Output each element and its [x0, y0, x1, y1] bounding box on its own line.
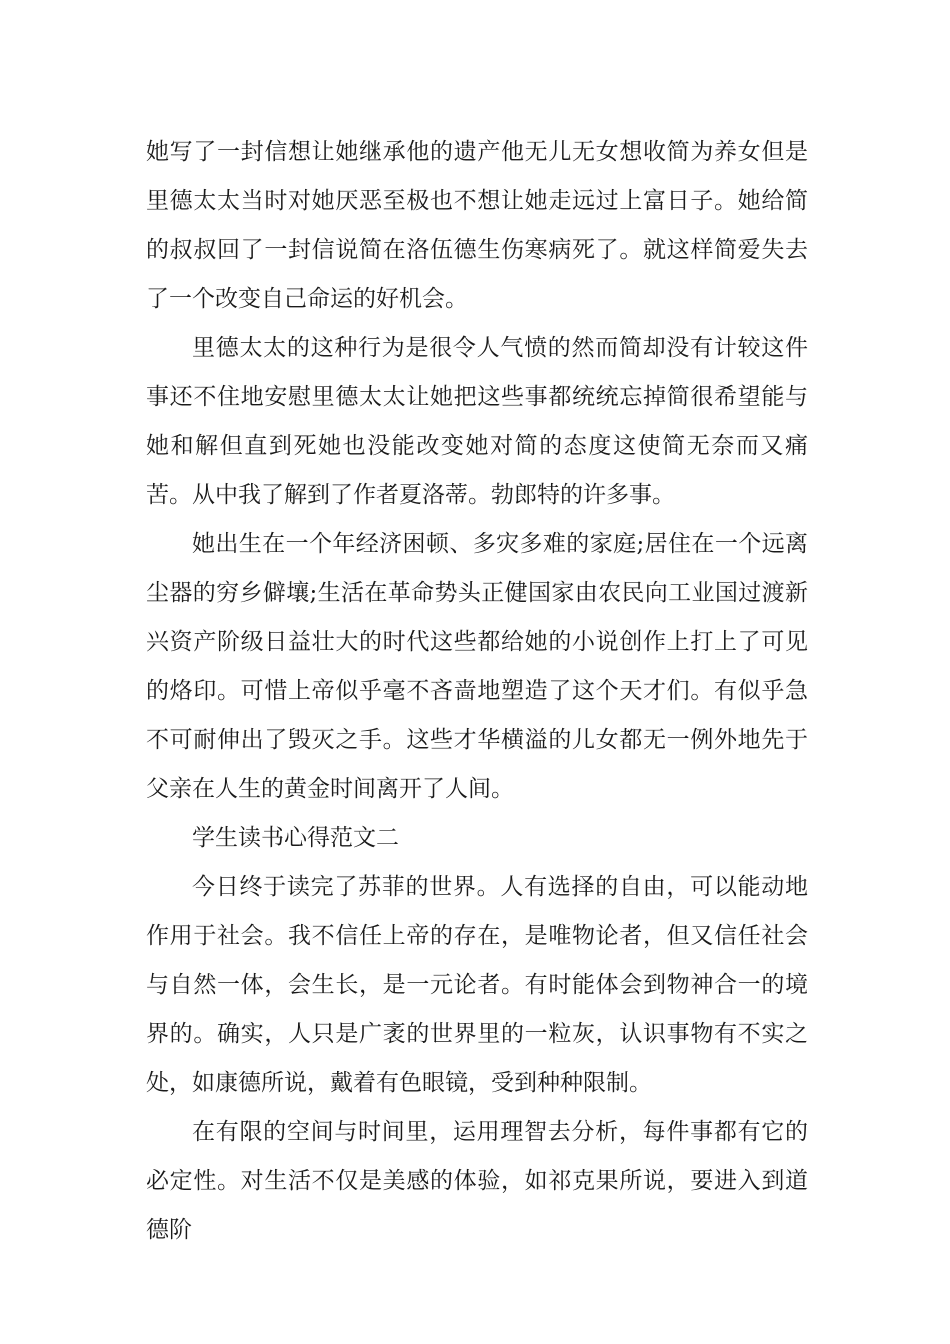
- paragraph-4: 今日终于读完了苏菲的世界。人有选择的自由，可以能动地作用于社会。我不信任上帝的存在，是唯物论者，但又信任社会与自然一体，会生长，是一元论者。有时能体会到物神合一的境界的。确实，人只是广袤的世界里的一粒灰，认识事物有不实之处，如康德所说，戴着有色眼镜，受到种种限制。: [146, 874, 808, 1096]
- section-heading: 学生读书心得范文二: [192, 825, 399, 851]
- paragraph-3: 她出生在一个年经济困顿、多灾多难的家庭;居住在一个远离尘器的穷乡僻壤;生活在革命势头正健国家由农民向工业国过渡新兴资产阶级日益壮大的时代这些都给她的小说创作上打上了可见的烙印。可惜上帝似乎毫不吝啬地塑造了这个天才们。有似乎急不可耐伸出了毁灭之手。这些才华横溢的儿女都无一例外地先于父亲在人生的黄金时间离开了人间。: [146, 531, 808, 802]
- document-body: [146, 128, 808, 1255]
- paragraph-5: 在有限的空间与时间里，运用理智去分析，每件事都有它的必定性。对生活不仅是美感的体验，如祁克果所说，要进入到道德阶: [146, 1119, 808, 1243]
- paragraph-2: 里德太太的这种行为是很令人气愤的然而简却没有计较这件事还不住地安慰里德太太让她把这些事都统统忘掉简很希望能与她和解但直到死她也没能改变她对简的态度这使简无奈而又痛苦。从中我了解到了作者夏洛蒂。勃郎特的许多事。: [146, 335, 808, 508]
- paragraph-1: 她写了一封信想让她继承他的遗产他无儿无女想收简为养女但是里德太太当时对她厌恶至极也不想让她走远过上富日子。她给简的叔叔回了一封信说简在洛伍德生伤寒病死了。就这样简爱失去了一个改变自己命运的好机会。: [146, 139, 808, 312]
